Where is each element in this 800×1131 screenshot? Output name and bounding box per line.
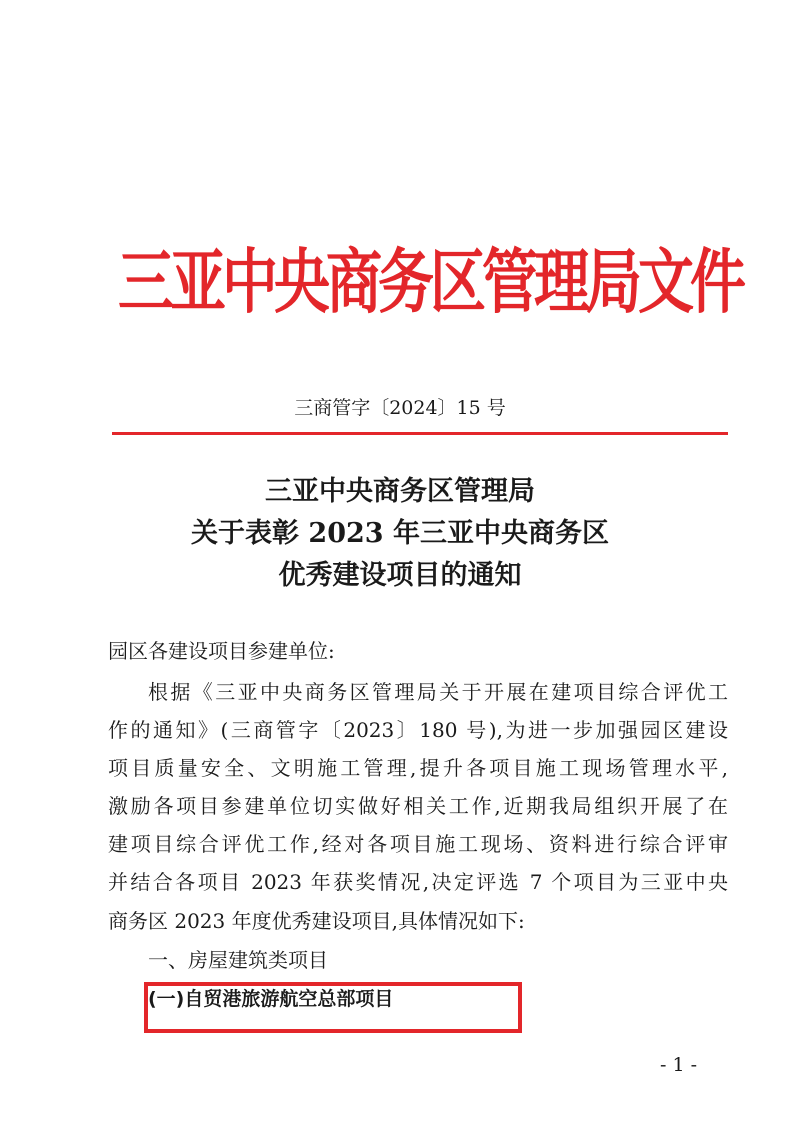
paragraph-line: 建项目综合评优工作,经对各项目施工现场、资料进行综合评审 xyxy=(108,832,728,856)
paragraph-line: 根据《三亚中央商务区管理局关于开展在建项目综合评优工 xyxy=(148,680,728,704)
paragraph-line: 激励各项目参建单位切实做好相关工作,近期我局组织开展了在 xyxy=(108,794,728,818)
paragraph-line: 作的通知》(三商管字〔2023〕180 号),为进一步加强园区建设 xyxy=(108,718,728,742)
header-red-divider xyxy=(112,432,728,435)
salutation: 园区各建设项目参建单位: xyxy=(108,639,335,663)
document-header-title: 三亚中央商务区管理局文件 xyxy=(118,240,742,324)
paragraph-line: 并结合各项目 2023 年获奖情况,决定评选 7 个项目为三亚中央 xyxy=(108,870,728,894)
document-number: 三商管字〔2024〕15 号 xyxy=(294,397,506,419)
notice-title-line-2: 关于表彰 2023 年三亚中央商务区 xyxy=(191,518,609,549)
notice-title-line-1: 三亚中央商务区管理局 xyxy=(265,476,535,507)
paragraph-line: 商务区 2023 年度优秀建设项目,具体情况如下: xyxy=(108,909,525,933)
notice-title-line-3: 优秀建设项目的通知 xyxy=(278,560,522,591)
subsection-heading: (一)自贸港旅游航空总部项目 xyxy=(148,988,394,1010)
section-heading: 一、房屋建筑类项目 xyxy=(148,948,328,972)
page-number: - 1 - xyxy=(660,1054,698,1076)
paragraph-line: 项目质量安全、文明施工管理,提升各项目施工现场管理水平, xyxy=(108,756,728,780)
